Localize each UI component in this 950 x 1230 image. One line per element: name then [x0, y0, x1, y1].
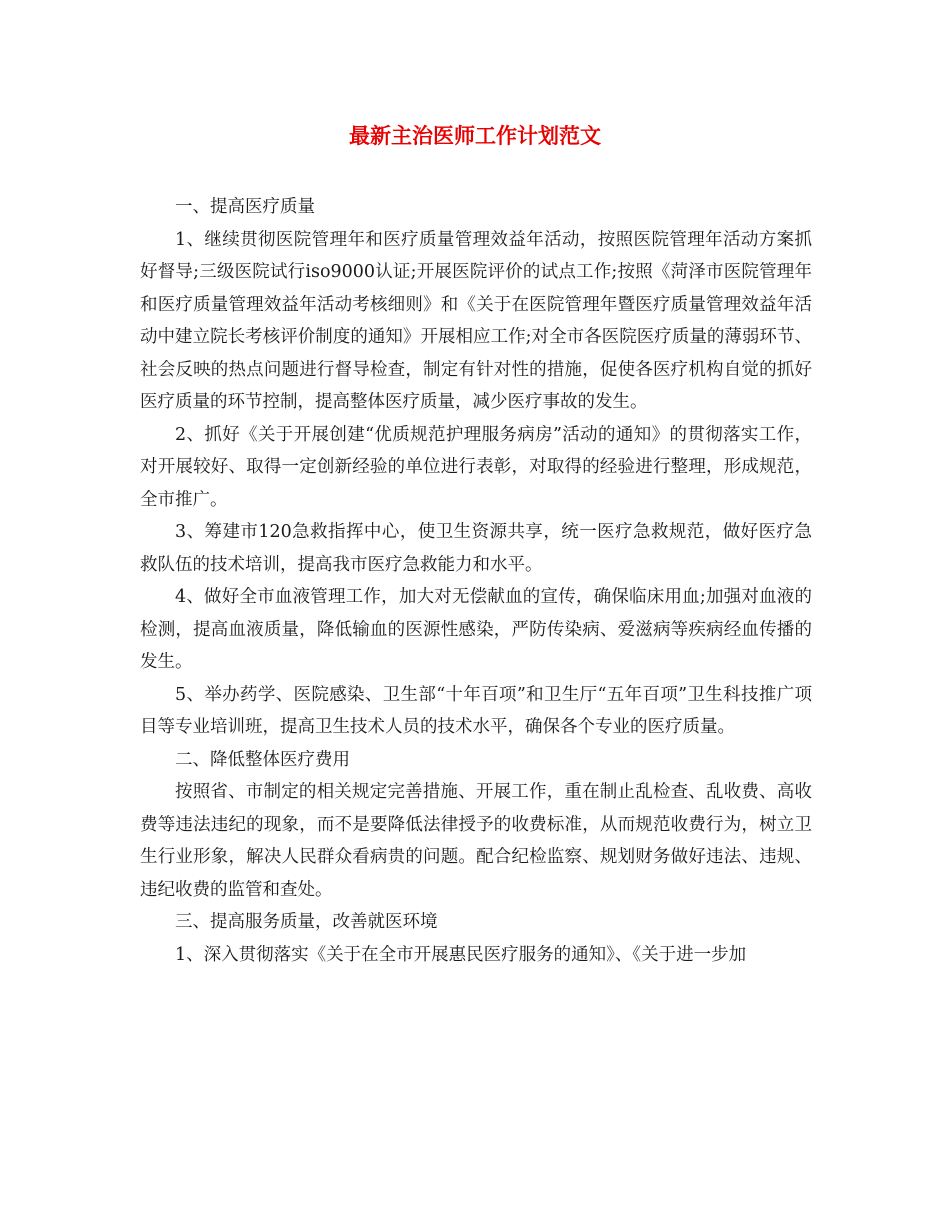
- paragraph-3-1: 1、深入贯彻落实《关于在全市开展惠民医疗服务的通知》、《关于进一步加: [175, 944, 747, 965]
- paragraph-1-4: 4、做好全市血液管理工作，加大对无偿献血的宣传，确保临床用血;加强对血液的检测，提高血液质量，降低输血的医源性感染，严防传染病、爱滋病等疾病经血传播的发生。: [140, 587, 812, 672]
- section-heading-3: 三、提高服务质量，改善就医环境: [175, 912, 438, 932]
- section-heading-1: 一、提高医疗质量: [175, 197, 315, 217]
- paragraph-1-1: 1、继续贯彻医院管理年和医疗质量管理效益年活动，按照医院管理年活动方案抓好督导;三级医院试行iso9000认证;开展医院评价的试点工作;按照《菏泽市医院管理年和医疗质量管理效益年活动考核细则》和《关于在医院管理年暨医疗质量管理效益年活动中建立院长考核评价制度的通知》开展相应工作;对全市各医院医疗质量的薄弱环节、社会反映的热点问题进行督导检查，制定有针对性的措施，促使各医疗机构自觉的抓好医疗质量的环节控制，提高整体医疗质量，减少医疗事故的发生。: [140, 229, 812, 412]
- paragraph-1-2: 2、抓好《关于开展创建“优质规范护理服务病房”活动的通知》的贯彻落实工作，对开展较好、取得一定创新经验的单位进行表彰，对取得的经验进行整理，形成规范，全市推广。: [140, 424, 812, 510]
- section-heading-2: 二、降低整体医疗费用: [175, 749, 350, 770]
- document-title: 最新主治医师工作计划范文: [349, 123, 601, 148]
- paragraph-2-1: 按照省、市制定的相关规定完善措施、开展工作，重在制止乱检查、乱收费、高收费等违法违纪的现象，而不是要降低法律授予的收费标准，从而规范收费行为，树立卫生行业形象，解决人民群众看病贵的问题。配合纪检监察、规划财务做好违法、违规、违纪收费的监管和查处。: [140, 782, 812, 900]
- paragraph-1-5: 5、举办药学、医院感染、卫生部“十年百项”和卫生厅“五年百项”卫生科技推广项目等专业培训班，提高卫生技术人员的技术水平，确保各个专业的医疗质量。: [140, 684, 812, 737]
- document-body: [140, 191, 812, 971]
- paragraph-1-3: 3、筹建市120急救指挥中心，使卫生资源共享，统一医疗急救规范，做好医疗急救队伍的技术培训，提高我市医疗急救能力和水平。: [140, 522, 812, 575]
